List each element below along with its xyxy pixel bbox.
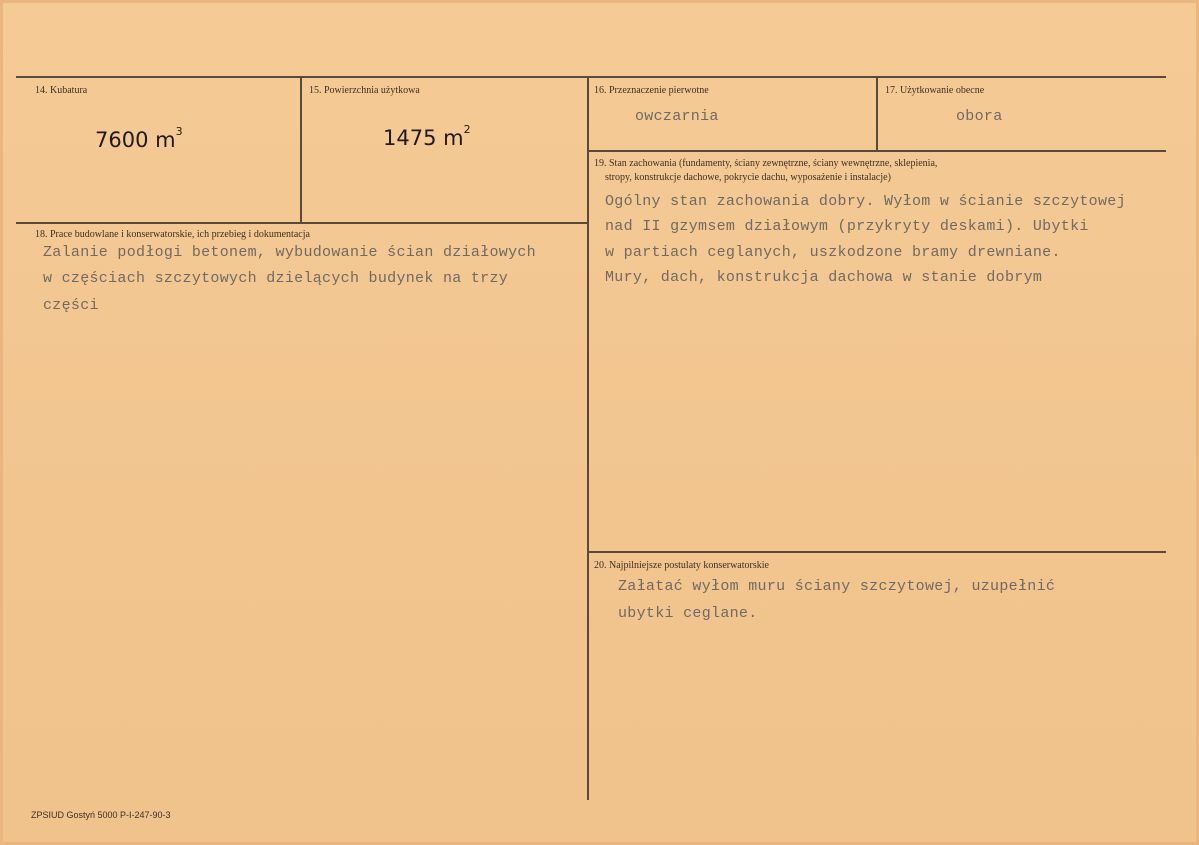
postulaty-label: 20. Najpilniejsze postulaty konserwatorskie — [594, 560, 769, 571]
powierzchnia-label: 15. Powierzchnia użytkowa — [309, 85, 420, 96]
main-vertical-divider — [587, 77, 589, 800]
stan-zachowania-line-4: Mury, dach, konstrukcja dachowa w stanie dobrym — [605, 269, 1043, 286]
top-rule — [16, 76, 1166, 78]
postulaty-line-1: Załatać wyłom muru ściany szczytowej, uzupełnić — [618, 578, 1056, 595]
prace-budowlane-label: 18. Prace budowlane i konserwatorskie, ich przebieg i dokumentacja — [35, 229, 310, 240]
kubatura-number: 7600 — [95, 128, 149, 152]
divider-16-17 — [876, 77, 878, 150]
stan-zachowania-line-3: w partiach ceglanych, uszkodzone bramy drewniane. — [605, 244, 1061, 261]
postulaty-line-2: ubytki ceglane. — [618, 605, 758, 622]
kubatura-value — [95, 125, 183, 152]
rule-above-18 — [16, 222, 588, 224]
stan-zachowania-label-line1: 19. Stan zachowania (fundamenty, ściany zewnętrzne, ściany wewnętrzne, sklepienia, — [594, 158, 938, 169]
przeznaczenie-label: 16. Przeznaczenie pierwotne — [594, 85, 709, 96]
stan-zachowania-label-line2: stropy, konstrukcje dachowe, pokrycie dachu, wyposażenie i instalacje) — [605, 172, 891, 183]
kubatura-label: 14. Kubatura — [35, 85, 88, 96]
przeznaczenie-value: owczarnia — [635, 108, 719, 125]
stan-zachowania-line-1: Ogólny stan zachowania dobry. Wyłom w ścianie szczytowej — [605, 193, 1126, 210]
rule-above-19 — [588, 150, 1166, 152]
prace-budowlane-line-2: w częściach szczytowych dzielących budynek na trzy — [43, 270, 509, 287]
prace-budowlane-line-1: Zalanie podłogi betonem, wybudowanie ścian działowych — [43, 244, 536, 261]
divider-14-15 — [300, 77, 302, 222]
powierzchnia-value — [383, 123, 471, 150]
uzytkowanie-label: 17. Użytkowanie obecne — [885, 85, 985, 96]
rule-above-20 — [588, 551, 1166, 553]
prace-budowlane-line-3: części — [43, 297, 99, 314]
powierzchnia-number: 1475 — [383, 126, 437, 150]
kubatura-unit: m — [155, 128, 176, 152]
powierzchnia-unit-exp: 2 — [463, 123, 471, 136]
powierzchnia-unit: m — [443, 126, 464, 150]
print-footer: ZPSIUD Gostyń 5000 P-I-247-90-3 — [31, 810, 171, 820]
kubatura-unit-exp: 3 — [175, 125, 183, 138]
uzytkowanie-value: obora — [956, 108, 1003, 125]
stan-zachowania-line-2: nad II gzymsem działowym (przykryty deskami). Ubytki — [605, 218, 1089, 235]
